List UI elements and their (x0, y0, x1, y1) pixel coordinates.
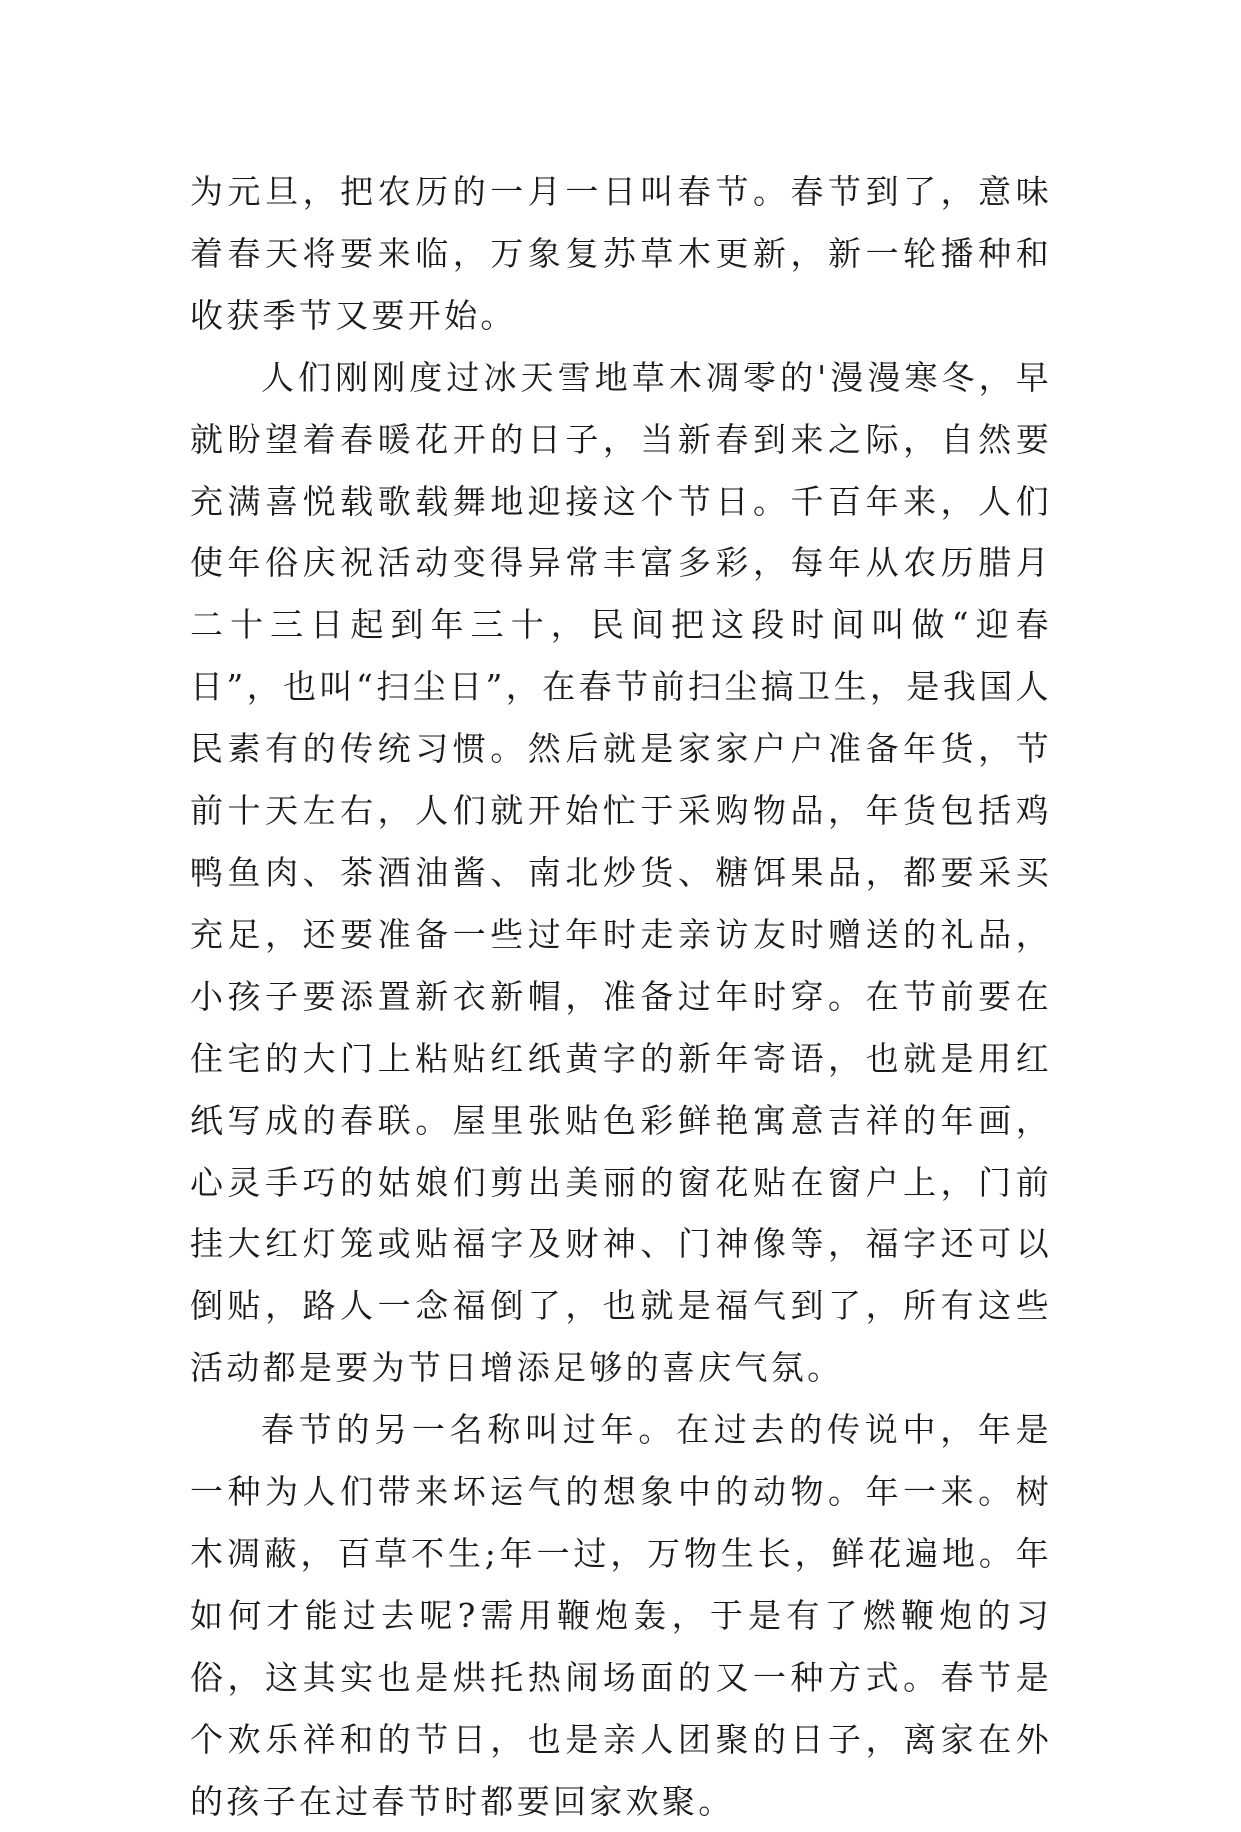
paragraph-3: 春节的另一名称叫过年。在过去的传说中，年是一种为人们带来坏运气的想象中的动物。年一来。树木凋蔽，百草不生;年一过，万物生长，鲜花遍地。年如何才能过去呢?需用鞭炮轰，于是有了燃鞭炮的习俗，这其实也是烘托热闹场面的又一种方式。春节是个欢乐祥和的节日，也是亲人团聚的日子，离家在外的孩子在过春节时都要回家欢聚。 (190, 1410, 1052, 1821)
paragraph-1: 为元旦，把农历的一月一日叫春节。春节到了，意味着春天将要来临，万象复苏草木更新，新一轮播种和收获季节又要开始。 (190, 172, 1052, 335)
paragraph-2: 人们刚刚度过冰天雪地草木凋零的'漫漫寒冬，早就盼望着春暖花开的日子，当新春到来之际，自然要充满喜悦载歌载舞地迎接这个节日。千百年来，人们使年俗庆祝活动变得异常丰富多彩，每年从农历腊月二十三日起到年三十，民间把这段时间叫做“迎春日”，也叫“扫尘日”，在春节前扫尘搞卫生，是我国人民素有的传统习惯。然后就是家家户户准备年货，节前十天左右，人们就开始忙于采购物品，年货包括鸡鸭鱼肉、茶酒油酱、南北炒货、糖饵果品，都要采买充足，还要准备一些过年时走亲访友时赠送的礼品，小孩子要添置新衣新帽，准备过年时穿。在节前要在住宅的大门上粘贴红纸黄字的新年寄语，也就是用红纸写成的春联。屋里张贴色彩鲜艳寓意吉祥的年画，心灵手巧的姑娘们剪出美丽的窗花贴在窗户上，门前挂大红灯笼或贴福字及财神、门神像等，福字还可以倒贴，路人一念福倒了，也就是福气到了，所有这些活动都是要为节日增添足够的喜庆气氛。 (190, 357, 1052, 1388)
document-body (190, 161, 1052, 1832)
